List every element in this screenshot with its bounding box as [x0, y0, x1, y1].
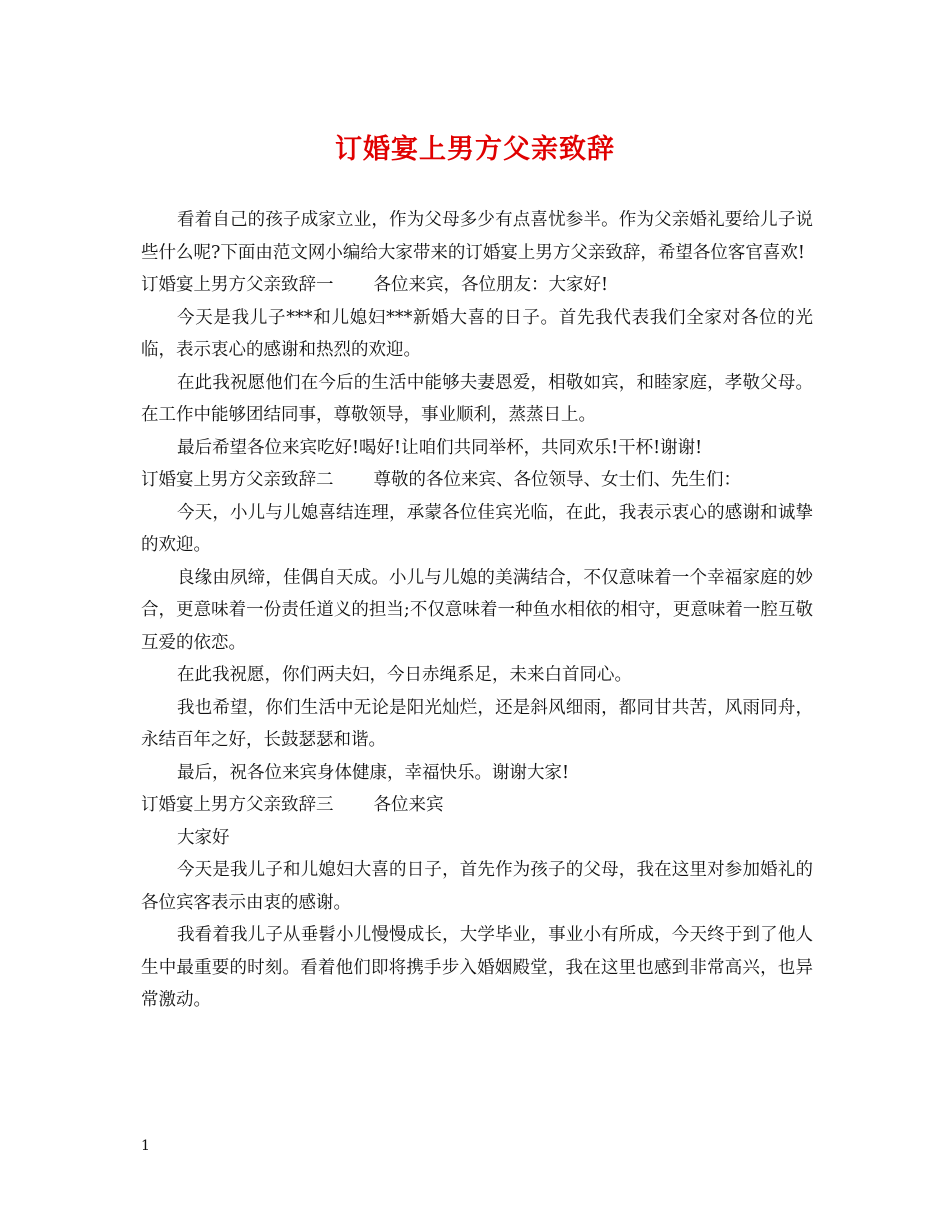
- section-heading-line: [141, 269, 813, 302]
- page-number: 1: [141, 1138, 150, 1154]
- greeting-text: 各位来宾，各位朋友：大家好!: [373, 275, 609, 295]
- paragraph: 最后希望各位来宾吃好!喝好!让咱们共同举杯，共同欢乐!干杯!谢谢!: [177, 437, 703, 458]
- paragraph: 在此我祝愿，你们两夫妇，今日赤绳系足，未来白首同心。: [177, 665, 632, 685]
- section-heading: 订婚宴上男方父亲致辞二: [141, 470, 334, 490]
- paragraph: 看着自己的孩子成家立业，作为父母多少有点喜忧参半。作为父亲婚礼要给儿子说些什么呢?下面由范文网小编给大家带来的订婚宴上男方父亲致辞，希望各位客官喜欢!: [141, 210, 813, 263]
- paragraph: 今天，小儿与儿媳喜结连理，承蒙各位佳宾光临，在此，我表示衷心的感谢和诚挚的欢迎。: [141, 502, 813, 555]
- section-heading-line: [141, 464, 813, 497]
- document-body: [141, 204, 813, 1017]
- section-heading: 订婚宴上男方父亲致辞一: [141, 275, 334, 295]
- greeting-text: 各位来宾: [373, 795, 444, 815]
- paragraph: 今天是我儿子和儿媳妇大喜的日子，首先作为孩子的父母，我在这里对参加婚礼的各位宾客表示由衷的感谢。: [141, 860, 813, 913]
- paragraph: 今天是我儿子***和儿媳妇***新婚大喜的日子。首先我代表我们全家对各位的光临，表示衷心的感谢和热烈的欢迎。: [141, 307, 813, 360]
- paragraph: 我看着我儿子从垂髫小儿慢慢成长，大学毕业，事业小有所成，今天终于到了他人生中最重要的时刻。看着他们即将携手步入婚姻殿堂，我在这里也感到非常高兴，也异常激动。: [141, 925, 813, 1010]
- paragraph: 最后，祝各位来宾身体健康，幸福快乐。谢谢大家!: [177, 762, 570, 783]
- document-title: 订婚宴上男方父亲致辞: [335, 134, 615, 165]
- section-heading-line: [141, 789, 813, 822]
- paragraph: 我也希望，你们生活中无论是阳光灿烂，还是斜风细雨，都同甘共苦，风雨同舟，永结百年之好，长鼓瑟瑟和谐。: [141, 697, 813, 750]
- section-heading: 订婚宴上男方父亲致辞三: [141, 795, 334, 815]
- greeting-text: 尊敬的各位来宾、各位领导、女士们、先生们：: [373, 470, 741, 490]
- paragraph: 良缘由夙缔，佳偶自天成。小儿与儿媳的美满结合，不仅意味着一个幸福家庭的妙合，更意味着一份责任道义的担当;不仅意味着一种鱼水相依的相守，更意味着一腔互敬互爱的依恋。: [141, 567, 813, 653]
- paragraph: 大家好: [177, 827, 230, 848]
- paragraph: 在此我祝愿他们在今后的生活中能够夫妻恩爱，相敬如宾，和睦家庭，孝敬父母。在工作中能够团结同事，尊敬领导，事业顺利，蒸蒸日上。: [141, 372, 813, 425]
